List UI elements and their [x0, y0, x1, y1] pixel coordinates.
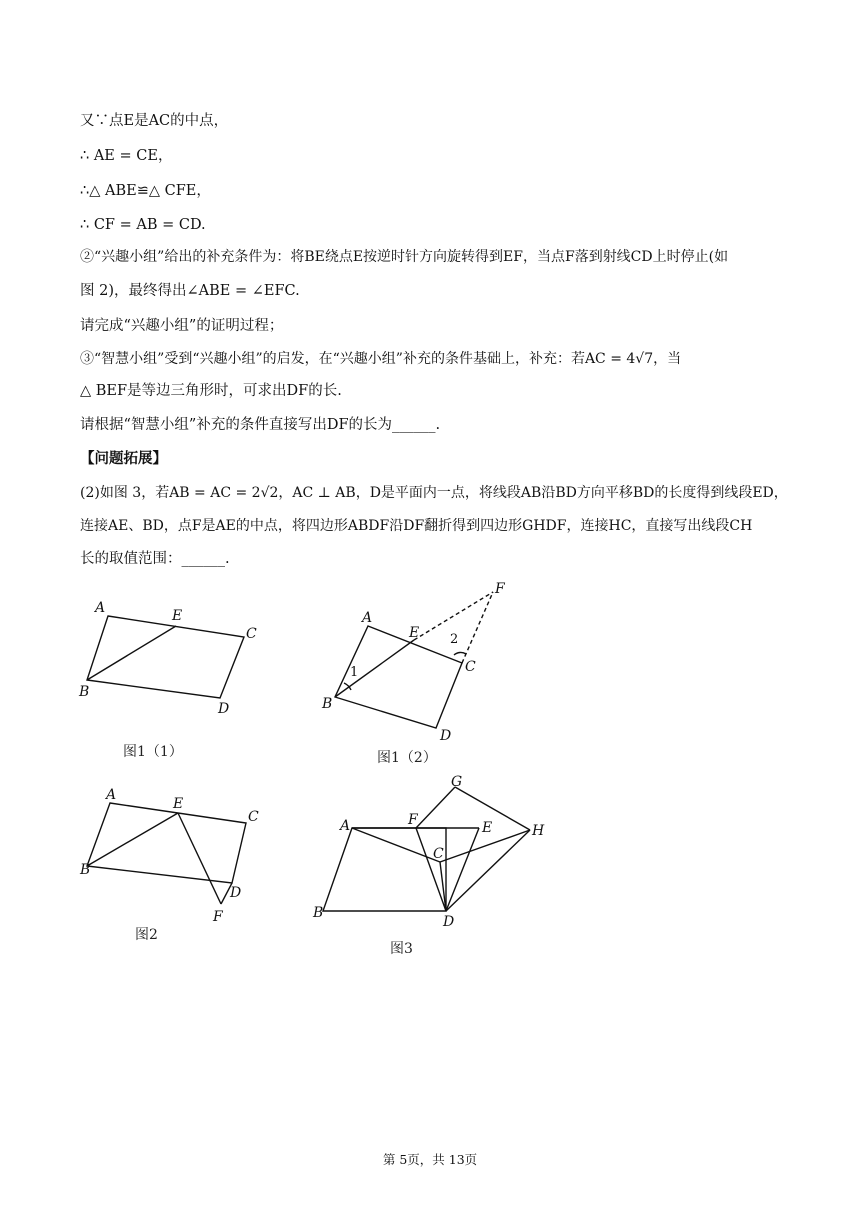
text-line-7: 请完成“兴趣小组”的证明过程； [80, 318, 284, 334]
text-line-12: (2)如图 3，若AB = AC = 2√2，AC ⊥ AB，D是平面内一点，将线段AB沿BD方向平移BD的长度得到线段ED， [80, 485, 788, 501]
text-line-1: 又∵点E是AC的中点， [80, 113, 229, 129]
fig3-label-g: G [451, 774, 463, 790]
fig2-ef-line [178, 813, 221, 904]
fig2-label-a: A [106, 787, 117, 803]
fig1-1-label-d: D [218, 701, 230, 717]
text-line-9: △ BEF是等边三角形时，可求出DF的长. [80, 383, 342, 399]
fig2-label-f: F [213, 909, 223, 925]
text-line-2: ∴ AE = CE， [80, 148, 173, 164]
fig1-1-label-c: C [246, 626, 257, 642]
text-line-8: ③“智慧小组”受到“兴趣小组”的启发，在“兴趣小组”补充的条件基础上，补充：若AC = 4√7，当 [80, 351, 682, 367]
fig1-2-caption: 图1（2） [377, 750, 437, 766]
text-line-5: ②“兴趣小组”给出的补充条件为：将BE绕点E按逆时针方向旋转得到EF，当点F落到射线CD上时停止(如 [80, 249, 729, 265]
fig2-label-e: E [173, 796, 184, 812]
fig3-label-b: B [313, 905, 324, 921]
text-line-3: ∴△ ABE≌△ CFE， [80, 183, 211, 199]
fig3-label-e: E [482, 820, 493, 836]
fig3-ed-line [446, 828, 479, 911]
fig1-2-angle-2 [454, 652, 466, 655]
fig3-gh-line [455, 787, 530, 830]
fig1-2-label-1: 1 [350, 665, 359, 680]
fig3-label-c: C [433, 846, 444, 862]
fig2-caption: 图2 [135, 927, 158, 943]
fig1-2-be-line [335, 640, 414, 697]
fig1-2-label-f: F [495, 581, 505, 597]
fig1-1-rectangle [87, 616, 244, 698]
text-line-4: ∴ CF = AB = CD. [80, 217, 206, 233]
fig1-2-label-e: E [409, 625, 420, 641]
fig3-label-f: F [408, 812, 418, 828]
fig1-2-cf-dashed [462, 592, 493, 663]
fig1-1-caption: 图1（1） [123, 744, 183, 760]
fig1-1-label-b: B [79, 684, 90, 700]
fig2-label-d: D [230, 885, 242, 901]
fig2-be-line [87, 813, 178, 866]
fig1-1-be-line [87, 626, 176, 680]
fig3-label-a: A [340, 818, 351, 834]
fig2-label-b: B [80, 862, 91, 878]
text-line-10: 请根据“智慧小组”补充的条件直接写出DF的长为______. [80, 417, 441, 433]
text-line-14: 长的取值范围：______. [80, 551, 230, 567]
page-footer: 第 5页，共 13页 [382, 1152, 478, 1167]
fig3-fg-line [416, 787, 455, 828]
text-line-13: 连接AE、BD，点F是AE的中点，将四边形ABDF沿DF翻折得到四边形GHDF，连接HC，直接写出线段CH [80, 518, 753, 534]
fig1-2-label-2: 2 [450, 632, 459, 647]
fig1-2-label-c: C [465, 659, 476, 675]
fig3-label-d: D [443, 914, 455, 930]
fig3-caption: 图3 [390, 941, 413, 957]
fig1-2-label-d: D [440, 728, 452, 744]
section-heading: 【问题拓展】 [80, 450, 167, 467]
fig3-label-h: H [532, 823, 545, 839]
fig2-rectangle [87, 803, 246, 883]
fig1-2-label-b: B [322, 696, 333, 712]
text-line-6: 图 2)，最终得出∠ABE = ∠EFC. [80, 283, 300, 299]
fig2-label-c: C [248, 809, 259, 825]
fig1-1-label-a: A [95, 600, 106, 616]
fig1-1-label-e: E [172, 608, 183, 624]
fig3-hd-line [446, 830, 530, 911]
fig1-2-label-a: A [362, 610, 373, 626]
